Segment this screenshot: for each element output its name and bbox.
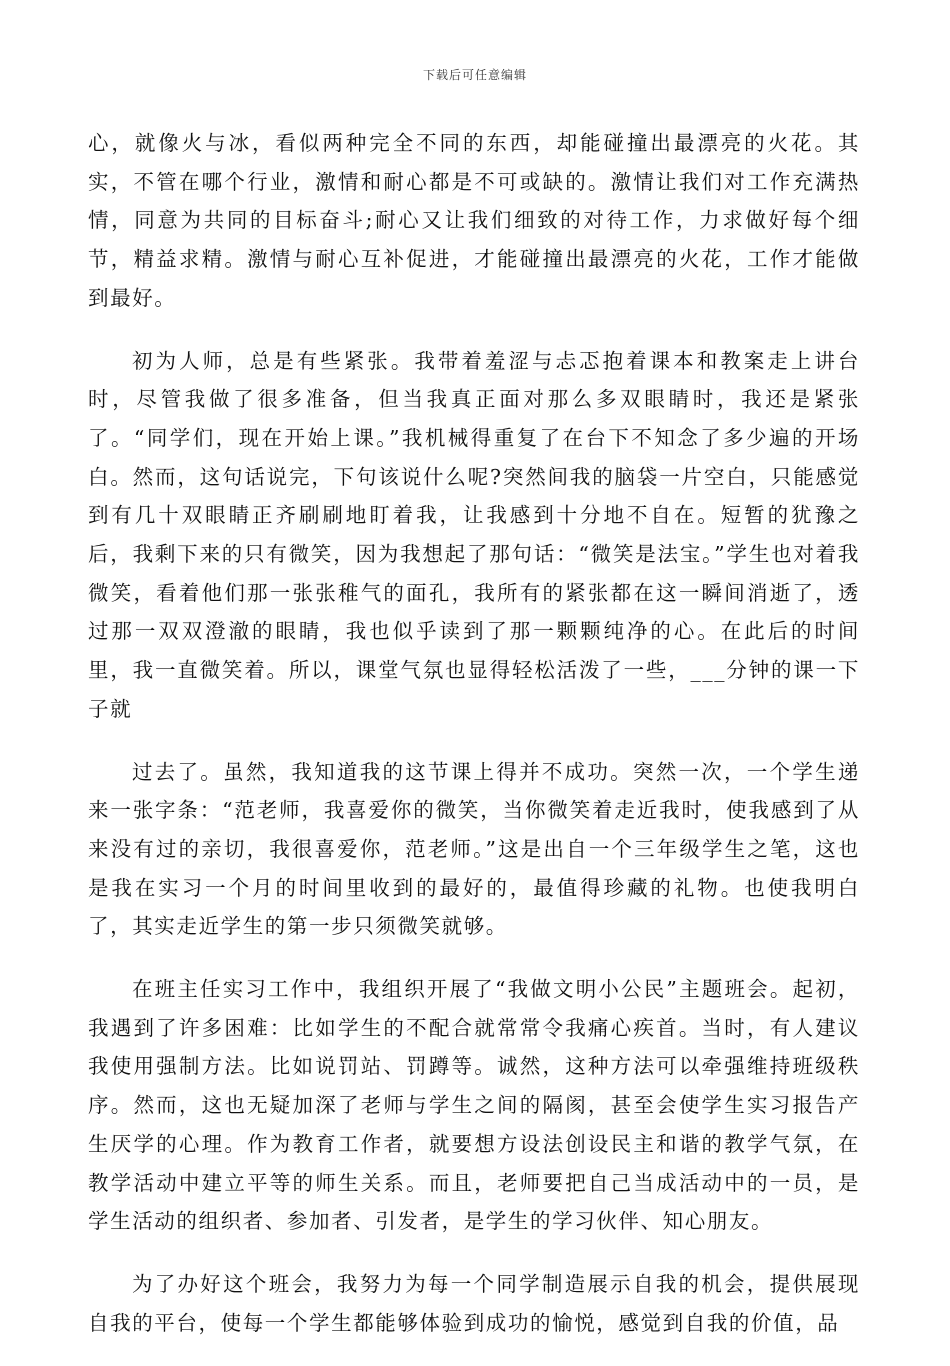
paragraph-1: 心，就像火与冰，看似两种完全不同的东西，却能碰撞出最漂亮的火花。其实，不管在哪个行业，激情和耐心都是不可或缺的。激情让我们对工作充满热情，同意为共同的目标奋斗;耐心又让我们细致的对待工作，力求做好每个细节，精益求精。激情与耐心互补促进，才能碰撞出最漂亮的火花，工作才能做到最好。 — [88, 131, 860, 310]
page-header: 下载后可任意编辑 — [422, 68, 527, 82]
paragraph-5: 为了办好这个班会，我努力为每一个同学制造展示自我的机会，提供展现自我的平台，使每一个学生都能够体验到成功的愉悦，感觉到自我的价值，品 — [88, 1271, 860, 1335]
document-body — [88, 124, 860, 1366]
paragraph-4: 在班主任实习工作中，我组织开展了“我做文明小公民”主题班会。起初，我遇到了许多困难：比如学生的不配合就常常令我痛心疾首。当时，有人建议我使用强制方法。比如说罚站、罚蹲等。诚然，这种方法可以牵强维持班级秩序。然而，这也无疑加深了老师与学生之间的隔阂，甚至会使学生实习报告产生厌学的心理。作为教育工作者，就要想方设法创设民主和谐的教学气氛，在教学活动中建立平等的师生关系。而且，老师要把自己当成活动中的一员，是学生活动的组织者、参加者、引发者，是学生的学习伙伴、知心朋友。 — [88, 977, 860, 1234]
paragraph-2: 初为人师，总是有些紧张。我带着羞涩与忐忑抱着课本和教案走上讲台时，尽管我做了很多准备，但当我真正面对那么多双眼睛时，我还是紧张了。“同学们，现在开始上课。”我机械得重复了在台下不知念了多少遍的开场白。然而，这句话说完，下句该说什么呢?突然间我的脑袋一片空白，只能感觉到有几十双眼睛正齐刷刷地盯着我，让我感到十分地不自在。短暂的犹豫之后，我剩下来的只有微笑，因为我想起了那句话：“微笑是法宝。”学生也对着我微笑，看着他们那一张张稚气的面孔，我所有的紧张都在这一瞬间消逝了，透过那一双双澄澈的眼睛，我也似乎读到了那一颗颗纯净的心。在此后的时间里，我一直微笑着。所以，课堂气氛也显得轻松活泼了一些，___分钟的课一下子就 — [88, 348, 860, 721]
paragraph-3: 过去了。虽然，我知道我的这节课上得并不成功。突然一次，一个学生递来一张字条：“范老师，我喜爱你的微笑，当你微笑着走近我时，使我感到了从来没有过的亲切，我很喜爱你，范老师。”这是出自一个三年级学生之笔，这也是我在实习一个月的时间里收到的最好的，最值得珍藏的礼物。也使我明白了，其实走近学生的第一步只须微笑就够。 — [88, 759, 860, 939]
